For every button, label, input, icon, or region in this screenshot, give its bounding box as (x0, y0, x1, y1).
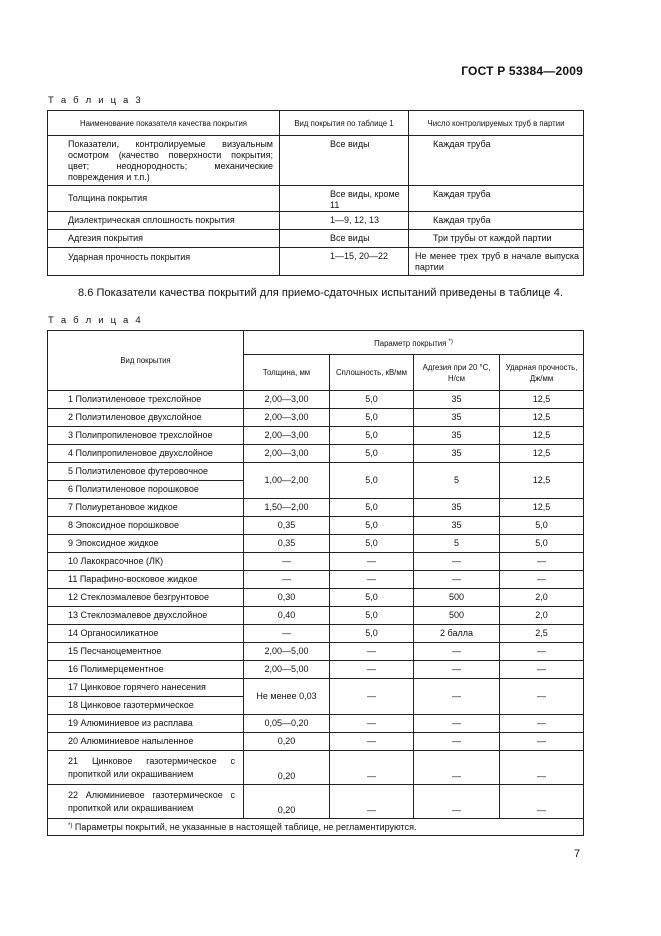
continuity-value: — (330, 643, 414, 661)
impact-value: 2,5 (500, 625, 584, 643)
table-row (48, 445, 584, 463)
continuity-value: 5,0 (330, 463, 414, 499)
impact-value: 12,5 (500, 499, 584, 517)
continuity-value: — (330, 661, 414, 679)
continuity-value: — (330, 733, 414, 751)
continuity-value: 5,0 (330, 517, 414, 535)
impact-value: 5,0 (500, 535, 584, 553)
paragraph-8-6: 8.6 Показатели качества покрытий для приемо-сдаточных испытаний приведены в таблице 4. (78, 287, 563, 299)
table-row (48, 186, 584, 212)
table-row (48, 733, 584, 751)
thickness-value: 1,50—2,00 (244, 499, 330, 517)
page-number: 7 (574, 848, 581, 860)
thickness-value: 0,20 (244, 751, 330, 785)
table3 (47, 110, 584, 276)
table-row (48, 391, 584, 409)
impact-value: — (500, 571, 584, 589)
adhesion-value: 500 (414, 607, 500, 625)
table3-col-kind: Вид покрытия по таблице 1 (280, 111, 409, 136)
table-row (48, 427, 584, 445)
adhesion-value: 2 балла (414, 625, 500, 643)
impact-value: 12,5 (500, 445, 584, 463)
thickness-value: 0,20 (244, 733, 330, 751)
table3-col-indicator: Наименование показателя качества покрытия (48, 111, 280, 136)
thickness-value: 0,35 (244, 517, 330, 535)
footnote-text: Параметры покрытий, не указанные в настоящей таблице, не регламентируются. (72, 822, 417, 832)
adhesion-value: — (414, 679, 500, 715)
continuity-value: 5,0 (330, 445, 414, 463)
footnote-mark: *) (68, 823, 73, 829)
table4-footnote (48, 819, 584, 836)
table3-kind-cell: Все виды, кроме 11 (280, 186, 409, 212)
table3-col-count: Число контролируемых труб в партии (409, 111, 584, 136)
impact-value: — (500, 661, 584, 679)
coating-name: 11 Парафино-восковое жидкое (48, 571, 244, 589)
table3-count-cell: Не менее трех труб в начале выпуска партии (409, 248, 584, 276)
impact-value: — (500, 679, 584, 715)
continuity-value: 5,0 (330, 625, 414, 643)
coating-name: 2 Полиэтиленовое двухслойное (48, 409, 244, 427)
thickness-value: 0,35 (244, 535, 330, 553)
impact-value: — (500, 643, 584, 661)
thickness-value: 0,30 (244, 589, 330, 607)
impact-value: — (500, 733, 584, 751)
table4-caption: Т а б л и ц а 4 (48, 315, 143, 326)
coating-name: 1 Полиэтиленовое трехслойное (48, 391, 244, 409)
table-row (48, 136, 584, 186)
impact-value: 2,0 (500, 607, 584, 625)
thickness-value: 2,00—5,00 (244, 661, 330, 679)
table3-kind-cell: Все виды (280, 136, 409, 186)
continuity-value: 5,0 (330, 409, 414, 427)
adhesion-value: 35 (414, 445, 500, 463)
coating-name: 20 Алюминиевое напыленное (48, 733, 244, 751)
thickness-value: 2,00—3,00 (244, 391, 330, 409)
continuity-value: 5,0 (330, 607, 414, 625)
table3-count-cell: Каждая труба (409, 186, 584, 212)
table-row (48, 661, 584, 679)
table-row (48, 499, 584, 517)
table3-caption: Т а б л и ц а 3 (48, 95, 143, 106)
table-row (48, 715, 584, 733)
table-row (48, 785, 584, 819)
table4-footnote-row (48, 819, 584, 836)
table-row (48, 679, 584, 697)
continuity-value: — (330, 785, 414, 819)
table3-count-cell: Каждая труба (409, 136, 584, 186)
thickness-value: — (244, 571, 330, 589)
impact-value: 5,0 (500, 517, 584, 535)
table4-col-adhesion: Адгезия при 20 °С, Н/см (414, 355, 500, 391)
adhesion-value: — (414, 733, 500, 751)
coating-name: 13 Стеклоэмалевое двухслойное (48, 607, 244, 625)
table4-header-row (48, 331, 584, 355)
coating-name: 7 Полиуретановое жидкое (48, 499, 244, 517)
adhesion-value: 35 (414, 427, 500, 445)
table-row (48, 553, 584, 571)
adhesion-value: 35 (414, 499, 500, 517)
table3-indicator-cell: Ударная прочность покрытия (48, 248, 280, 276)
impact-value: — (500, 785, 584, 819)
coating-name: 9 Эпоксидное жидкое (48, 535, 244, 553)
table-row (48, 230, 584, 248)
impact-value: 12,5 (500, 463, 584, 499)
table4-col-continuity: Сплошность, кВ/мм (330, 355, 414, 391)
thickness-value: 0,05—0,20 (244, 715, 330, 733)
impact-value: — (500, 715, 584, 733)
coating-name: 22 Алюминиевое газотермическое с пропиткой или окрашиванием (48, 785, 244, 819)
table-row (48, 248, 584, 276)
coating-name: 19 Алюминиевое из расплава (48, 715, 244, 733)
thickness-value: 1,00—2,00 (244, 463, 330, 499)
table3-header-row (48, 111, 584, 136)
table4-col-kind: Вид покрытия (48, 331, 244, 391)
coating-name: 17 Цинковое горячего нанесения (48, 679, 244, 697)
continuity-value: — (330, 679, 414, 715)
impact-value: 12,5 (500, 427, 584, 445)
coating-name: 6 Полиэтиленовое порошковое (48, 481, 244, 499)
adhesion-value: — (414, 661, 500, 679)
continuity-value: — (330, 571, 414, 589)
table-row (48, 409, 584, 427)
table4-col-params (244, 331, 584, 355)
impact-value: 2,0 (500, 589, 584, 607)
continuity-value: 5,0 (330, 535, 414, 553)
continuity-value: — (330, 751, 414, 785)
table-row (48, 571, 584, 589)
coating-name: 14 Органосиликатное (48, 625, 244, 643)
table4-params-label: Параметр покрытия (374, 338, 447, 348)
thickness-value: 0,40 (244, 607, 330, 625)
coating-name: 4 Полипропиленовое двухслойное (48, 445, 244, 463)
table4-col-impact: Ударная прочность, Дж/мм (500, 355, 584, 391)
impact-value: 12,5 (500, 409, 584, 427)
table-row (48, 517, 584, 535)
table-row (48, 463, 584, 481)
table3-indicator-cell: Диэлектрическая сплошность покрытия (48, 212, 280, 230)
adhesion-value: — (414, 643, 500, 661)
thickness-value: — (244, 553, 330, 571)
footnote-mark: *) (448, 338, 453, 345)
continuity-value: 5,0 (330, 589, 414, 607)
coating-name: 8 Эпоксидное порошковое (48, 517, 244, 535)
table3-kind-cell: 1—9, 12, 13 (280, 212, 409, 230)
table-row (48, 589, 584, 607)
adhesion-value: 35 (414, 391, 500, 409)
thickness-value: — (244, 625, 330, 643)
impact-value: — (500, 751, 584, 785)
adhesion-value: 500 (414, 589, 500, 607)
table3-indicator-cell: Адгезия покрытия (48, 230, 280, 248)
impact-value: — (500, 553, 584, 571)
table3-indicator-cell: Показатели, контролируемые визуальным осмотром (качество поверхности покрытия; цвет; неоднородность; механические повреждения и т.п.) (48, 136, 280, 186)
table3-count-cell: Три трубы от каждой партии (409, 230, 584, 248)
coating-name: 18 Цинковое газотермическое (48, 697, 244, 715)
table-row (48, 535, 584, 553)
thickness-value: 2,00—3,00 (244, 409, 330, 427)
adhesion-value: — (414, 553, 500, 571)
table4-col-thickness: Толщина, мм (244, 355, 330, 391)
table4 (47, 330, 584, 836)
thickness-value: 2,00—3,00 (244, 445, 330, 463)
coating-name: 10 Лакокрасочное (ЛК) (48, 553, 244, 571)
adhesion-value: 5 (414, 535, 500, 553)
table-row (48, 751, 584, 785)
table3-count-cell: Каждая труба (409, 212, 584, 230)
continuity-value: — (330, 715, 414, 733)
coating-name: 21 Цинковое газотермическое с пропиткой или окрашиванием (48, 751, 244, 785)
adhesion-value: 5 (414, 463, 500, 499)
continuity-value: 5,0 (330, 427, 414, 445)
adhesion-value: 35 (414, 409, 500, 427)
table3-kind-cell: 1—15, 20—22 (280, 248, 409, 276)
coating-name: 15 Песчаноцементное (48, 643, 244, 661)
coating-name: 16 Полимерцементное (48, 661, 244, 679)
table3-indicator-cell: Толщина покрытия (48, 186, 280, 212)
thickness-value: 0,20 (244, 785, 330, 819)
adhesion-value: — (414, 785, 500, 819)
adhesion-value: — (414, 715, 500, 733)
continuity-value: — (330, 553, 414, 571)
table-row (48, 643, 584, 661)
coating-name: 5 Полиэтиленовое футеровочное (48, 463, 244, 481)
document-id: ГОСТ Р 53384—2009 (461, 64, 583, 78)
thickness-value: 2,00—5,00 (244, 643, 330, 661)
impact-value: 12,5 (500, 391, 584, 409)
adhesion-value: — (414, 751, 500, 785)
table-row (48, 212, 584, 230)
table3-kind-cell: Все виды (280, 230, 409, 248)
coating-name: 12 Стеклоэмалевое безгрунтовое (48, 589, 244, 607)
thickness-value: 2,00—3,00 (244, 427, 330, 445)
table-row (48, 607, 584, 625)
continuity-value: 5,0 (330, 391, 414, 409)
adhesion-value: 35 (414, 517, 500, 535)
thickness-value: Не менее 0,03 (244, 679, 330, 715)
coating-name: 3 Полипропиленовое трехслойное (48, 427, 244, 445)
continuity-value: 5,0 (330, 499, 414, 517)
table-row (48, 625, 584, 643)
adhesion-value: — (414, 571, 500, 589)
